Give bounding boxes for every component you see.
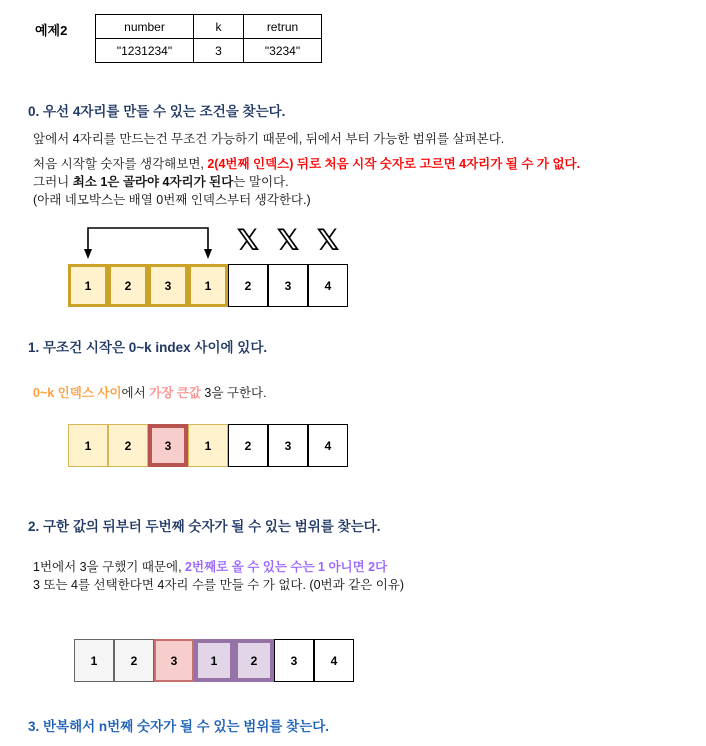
example-label: 예제2 <box>35 23 68 38</box>
table-header-return: retrun <box>244 15 322 39</box>
array-cell: 1 <box>68 424 108 467</box>
step1-range-text: 0~k 인덱스 사이 <box>33 386 122 400</box>
step0-line2-red: 2(4번째 인덱스) 뒤로 처음 시작 숫자로 고르면 4자리가 될 수 가 없다. <box>207 157 581 171</box>
step0-paragraph2 <box>33 155 580 209</box>
step0-line3 <box>33 173 580 191</box>
array-cell: 3 <box>268 264 308 307</box>
array-cell: 4 <box>308 264 348 307</box>
array-cell-previous-max: 3 <box>154 639 194 682</box>
array-cell: 2 <box>228 424 268 467</box>
step1-normal2: 3을 구한다. <box>200 386 267 400</box>
x-cross-icon: 𝕏 <box>316 223 340 257</box>
array-diagram-step0 <box>68 264 348 307</box>
step1-normal1: 에서 <box>121 386 150 400</box>
array-cell: 2 <box>114 639 154 682</box>
step0-line3-normal1: 그러니 <box>33 175 73 189</box>
step0-line3-bold: 최소 1은 골라야 4자리가 된다 <box>72 175 234 189</box>
array-cell-candidate: 1 <box>194 639 234 682</box>
table-value-return: "3234" <box>244 39 322 63</box>
array-cell: 1 <box>74 639 114 682</box>
step3-heading: 3. 반복해서 n번째 숫자가 될 수 있는 범위를 찾는다. <box>28 719 330 734</box>
array-cell: 1 <box>188 264 228 307</box>
step1-paragraph <box>33 384 267 402</box>
array-cell: 3 <box>268 424 308 467</box>
array-cell: 2 <box>228 264 268 307</box>
step0-heading: 0. 우선 4자리를 만들 수 있는 조건을 찾는다. <box>28 104 286 119</box>
step0-line2 <box>33 155 580 173</box>
table-header-row <box>96 15 322 39</box>
step2-line1-normal: 1번에서 3을 구했기 때문에, <box>33 560 186 574</box>
range-bracket-arrow <box>80 222 220 264</box>
array-cell: 2 <box>108 264 148 307</box>
table-value-row <box>96 39 322 63</box>
x-cross-icon: 𝕏 <box>236 223 260 257</box>
step2-line1-purple: 2번째로 올 수 있는 수는 1 아니면 2다 <box>185 560 388 574</box>
step0-line2-normal: 처음 시작할 숫자를 생각해보면, <box>33 157 208 171</box>
x-cross-icon: 𝕏 <box>276 223 300 257</box>
table-value-k: 3 <box>194 39 244 63</box>
array-cell: 1 <box>188 424 228 467</box>
array-cell: 1 <box>68 264 108 307</box>
array-cell-selected-max: 3 <box>148 424 188 467</box>
step2-line1 <box>33 558 404 576</box>
table-header-number: number <box>96 15 194 39</box>
array-cell-candidate: 2 <box>234 639 274 682</box>
array-diagram-step1 <box>68 424 348 467</box>
array-cell: 2 <box>108 424 148 467</box>
step0-paragraph1: 앞에서 4자리를 만드는건 무조건 가능하기 때문에, 뒤에서 부터 가능한 범위를 살펴본다. <box>33 132 505 146</box>
step1-heading: 1. 무조건 시작은 0~k index 사이에 있다. <box>28 340 268 355</box>
step2-heading: 2. 구한 값의 뒤부터 두번째 숫자가 될 수 있는 범위를 찾는다. <box>28 519 381 534</box>
step1-max-text: 가장 큰값 <box>149 386 201 400</box>
array-cell: 4 <box>308 424 348 467</box>
array-cell: 3 <box>148 264 188 307</box>
table-value-number: "1231234" <box>96 39 194 63</box>
step0-line4: (아래 네모박스는 배열 0번째 인덱스부터 생각한다.) <box>33 193 311 207</box>
step2-paragraph <box>33 558 404 594</box>
step0-line3-normal2: 는 말이다. <box>233 175 289 189</box>
array-cell: 3 <box>274 639 314 682</box>
table-header-k: k <box>194 15 244 39</box>
example-io-table <box>95 14 322 63</box>
array-diagram-step2 <box>74 639 354 682</box>
step2-line2: 3 또는 4를 선택한다면 4자리 수를 만들 수 가 없다. (0번과 같은 이유) <box>33 578 405 592</box>
array-cell: 4 <box>314 639 354 682</box>
